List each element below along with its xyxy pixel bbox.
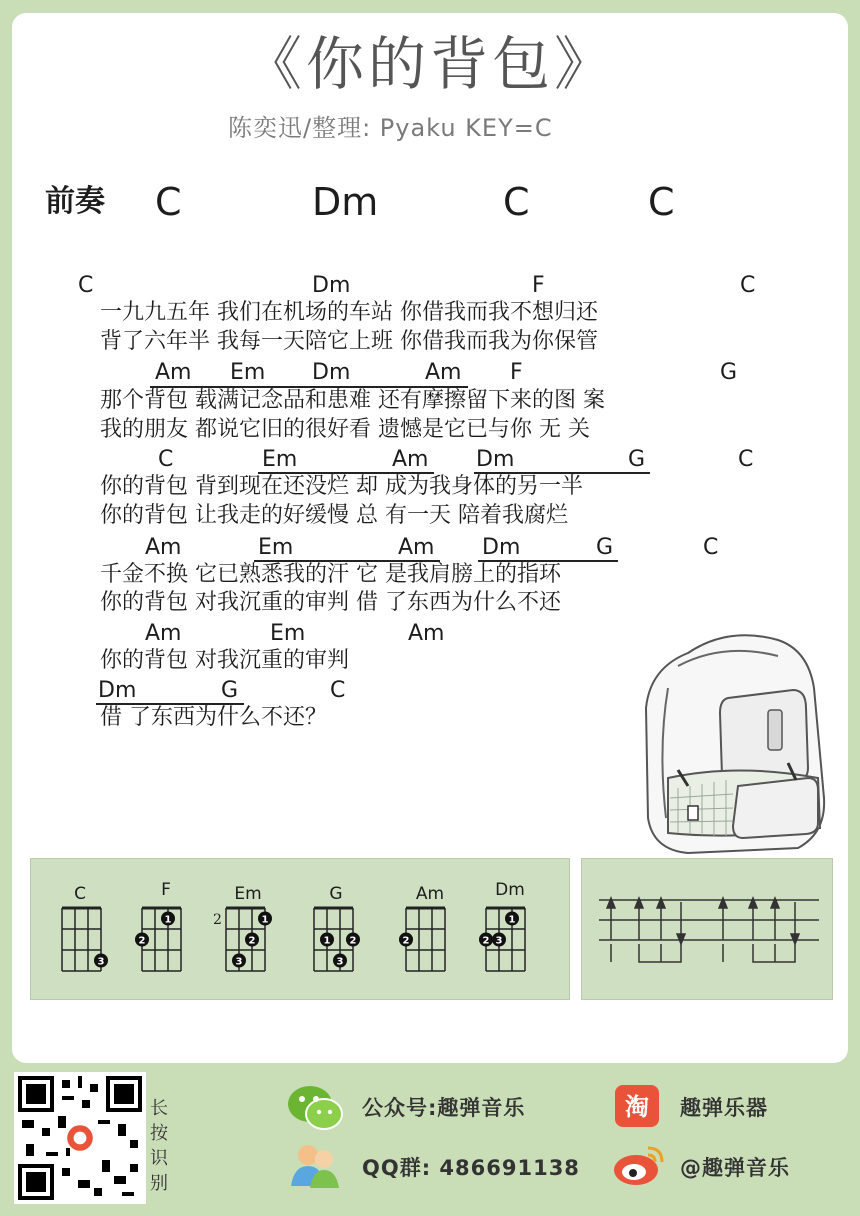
chord-label: Dm [312,360,351,385]
lyric-line: 一九九五年 我们在机场的车站 你借我而我不想归还 [100,300,598,325]
chord-label: C [158,447,174,472]
intro-label: 前奏 [45,184,105,219]
lyric-line: 你的背包 对我沉重的审判 借 了东西为什么不还 [100,590,561,615]
chord-label: C [703,535,719,560]
chord-label: Am [398,535,435,560]
chord-label: Am [392,447,429,472]
chord-label: Em [262,447,298,472]
strum-pattern [581,858,831,998]
chord-label: Am [425,360,462,385]
chord-label: Dm [312,273,351,298]
finger-number: 1 [323,935,331,947]
lyric-line: 那个背包 载满记念品和患难 还有摩擦留下来的图 案 [100,388,605,413]
lyric-line: 千金不换 它已熟悉我的汗 它 是我肩膀上的指环 [100,562,561,587]
chord-name: C [74,884,86,904]
chord-label: Am [155,360,192,385]
lyric-line: 我的朋友 都说它旧的很好看 遗憾是它已与你 无 关 [100,417,590,442]
song-title: 《你的背包》 [243,30,616,98]
chord-label: Dm [482,535,521,560]
lyric-line: 借 了东西为什么不还？ [100,705,327,730]
finger-number: 2 [349,935,357,947]
finger-number: 3 [235,956,243,968]
chord-label: C [330,678,346,703]
chord-label: Am [145,621,182,646]
chord-label: C [740,273,756,298]
chord-label: Em [230,360,266,385]
finger-number: 2 [248,935,256,947]
weibo-icon [612,1142,666,1188]
chord-grid [399,908,445,971]
fret-label: 2 [213,912,222,928]
chord-grid [226,908,272,971]
chord-grid [314,908,360,971]
intro-chord: C [503,180,530,224]
song-subtitle: 陈奕迅/整理: Pyaku KEY=C [228,114,553,142]
chord-label: Dm [476,447,515,472]
chord-name: F [161,880,171,900]
finger-number: 3 [336,956,344,968]
chord-label: G [221,678,239,703]
finger-number: 2 [482,935,490,947]
finger-number: 3 [495,935,503,947]
chord-name: Am [415,884,445,904]
chord-label: Am [408,621,445,646]
chord-label: F [532,273,545,298]
chord-label: Am [145,535,182,560]
qr-code[interactable] [14,1072,146,1204]
finger-number: 1 [508,914,516,926]
intro-chord: Dm [312,180,379,224]
chord-label: C [738,447,754,472]
weibo-account: @趣弹音乐 [680,1156,790,1180]
chord-grid [479,908,525,971]
taobao-shop: 趣弹乐器 [680,1096,768,1120]
backpack-illustration [628,628,828,860]
chord-name: Dm [495,880,525,900]
chord-name: G [329,884,343,904]
chord-label: G [628,447,646,472]
lyric-line: 背了六年半 我每一天陪它上班 你借我而我为你保管 [100,329,598,354]
finger-number: 2 [138,935,146,947]
chord-grid [135,908,181,971]
finger-number: 2 [402,935,410,947]
finger-number: 1 [261,914,269,926]
lyric-line: 你的背包 让我走的好缓慢 总 有一天 陪着我腐烂 [100,503,568,528]
qq-group-icon [286,1140,344,1190]
chord-name: Em [234,884,262,904]
chord-label: G [596,535,614,560]
svg-text:淘: 淘 [625,1093,649,1121]
finger-number: 3 [97,956,105,968]
intro-chord: C [648,180,675,224]
chord-grid [62,908,108,971]
wechat-account: 公众号:趣弹音乐 [362,1096,526,1120]
lyric-line: 你的背包 对我沉重的审判 [100,648,349,673]
chord-label: Em [270,621,306,646]
intro-chord: C [155,180,182,224]
chord-label: F [510,360,523,385]
finger-number: 1 [164,914,172,926]
chord-label: Em [258,535,294,560]
chord-label: C [78,273,94,298]
chord-label: Dm [98,678,137,703]
qr-code-pattern [14,1072,146,1204]
qq-group-number: QQ群: 486691138 [362,1156,580,1180]
chord-diagrams [30,858,568,998]
chord-label: G [720,360,738,385]
wechat-icon [286,1082,344,1132]
scan-hint: 长按识别 [150,1098,168,1194]
lyric-line: 你的背包 背到现在还没烂 却 成为我身体的另一半 [100,474,583,499]
taobao-icon [614,1084,660,1128]
